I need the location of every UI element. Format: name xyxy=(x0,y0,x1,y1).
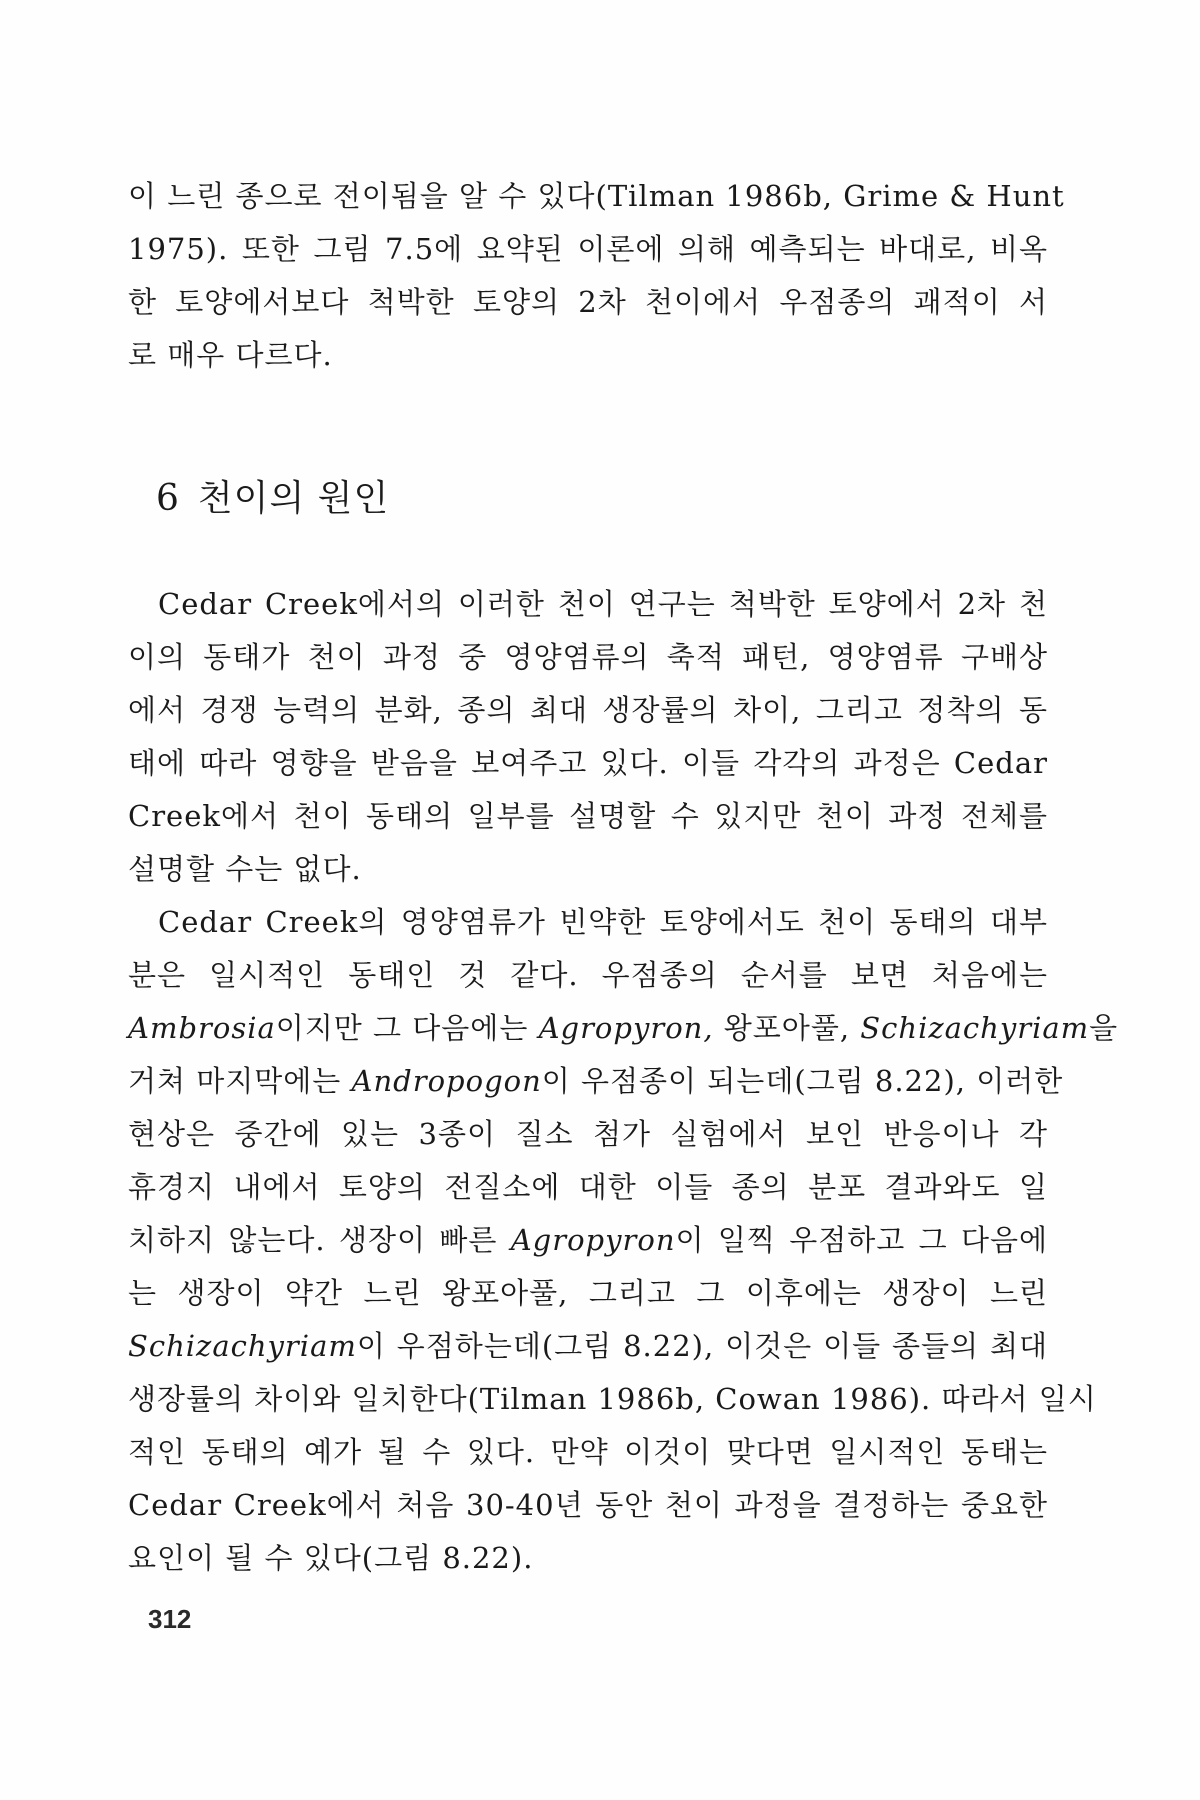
text-line: 현상은 중간에 있는 3종이 질소 첨가 실험에서 보인 반응이나 각 xyxy=(128,1117,1048,1151)
text-line: 생장률의 차이와 일치한다(Tilman 1986b, Cowan 1986). 따라서 일시 xyxy=(128,1382,1097,1416)
text-line: Cedar Creek에서 처음 30-40년 동안 천이 과정을 결정하는 중요한 xyxy=(128,1488,1048,1522)
text-line: 설명할 수는 없다. xyxy=(128,852,362,886)
text-line: 1975). 또한 그림 7.5에 요약된 이론에 의해 예측되는 바대로, 비옥 xyxy=(128,232,1048,266)
species-name: Schizachyriam xyxy=(860,1011,1090,1045)
section-number: 6 xyxy=(156,478,180,519)
text-line: Ambrosia이지만 그 다음에는 Agropyron, 왕포아풀, Schizachyriam을 xyxy=(128,1011,1119,1045)
page-number: 312 xyxy=(148,1604,192,1634)
text-line: 태에 따라 영향을 받음을 보여주고 있다. 이들 각각의 과정은 Cedar xyxy=(128,746,1048,780)
body-text xyxy=(128,578,1119,1585)
text-line: 분은 일시적인 동태인 것 같다. 우점종의 순서를 보면 처음에는 xyxy=(128,958,1048,992)
text-line: 한 토양에서보다 척박한 토양의 2차 천이에서 우점종의 괘적이 서 xyxy=(128,285,1048,319)
text-line: 에서 경쟁 능력의 분화, 종의 최대 생장률의 차이, 그리고 정착의 동 xyxy=(128,693,1048,727)
species-name: Schizachyriam xyxy=(128,1329,357,1363)
text-line: 치하지 않는다. 생장이 빠른 Agropyron이 일찍 우점하고 그 다음에 xyxy=(128,1223,1048,1257)
text-line: 거쳐 마지막에는 Andropogon이 우점종이 되는데(그림 8.22), 이러한 xyxy=(128,1064,1064,1098)
text-line: 휴경지 내에서 토양의 전질소에 대한 이들 종의 분포 결과와도 일 xyxy=(128,1170,1048,1204)
section-title: 천이의 원인 xyxy=(197,478,390,519)
text-line: Cedar Creek에서의 이러한 천이 연구는 척박한 토양에서 2차 천 xyxy=(158,587,1048,621)
species-name: Agropyron xyxy=(510,1223,676,1257)
intro-paragraph xyxy=(128,170,1065,382)
text-line: 요인이 될 수 있다(그림 8.22). xyxy=(128,1541,534,1575)
text-line: Creek에서 천이 동태의 일부를 설명할 수 있지만 천이 과정 전체를 xyxy=(128,799,1048,833)
text-line: 는 생장이 약간 느린 왕포아풀, 그리고 그 이후에는 생장이 느린 xyxy=(128,1276,1048,1310)
text-line: 로 매우 다르다. xyxy=(128,338,333,372)
text-line: Schizachyriam이 우점하는데(그림 8.22), 이것은 이들 종들의 최대 xyxy=(128,1329,1048,1363)
text-line: 이의 동태가 천이 과정 중 영양염류의 축적 패턴, 영양염류 구배상 xyxy=(128,640,1048,674)
section-heading xyxy=(156,470,389,521)
text-line: 적인 동태의 예가 될 수 있다. 만약 이것이 맞다면 일시적인 동태는 xyxy=(128,1435,1048,1469)
species-name: Ambrosia xyxy=(128,1011,276,1045)
text-line: Cedar Creek의 영양염류가 빈약한 토양에서도 천이 동태의 대부 xyxy=(158,905,1048,939)
text-line: 이 느린 종으로 전이됨을 알 수 있다(Tilman 1986b, Grime & Hunt xyxy=(128,179,1065,213)
species-name: Agropyron, xyxy=(538,1011,714,1045)
species-name: Andropogon xyxy=(351,1064,542,1098)
